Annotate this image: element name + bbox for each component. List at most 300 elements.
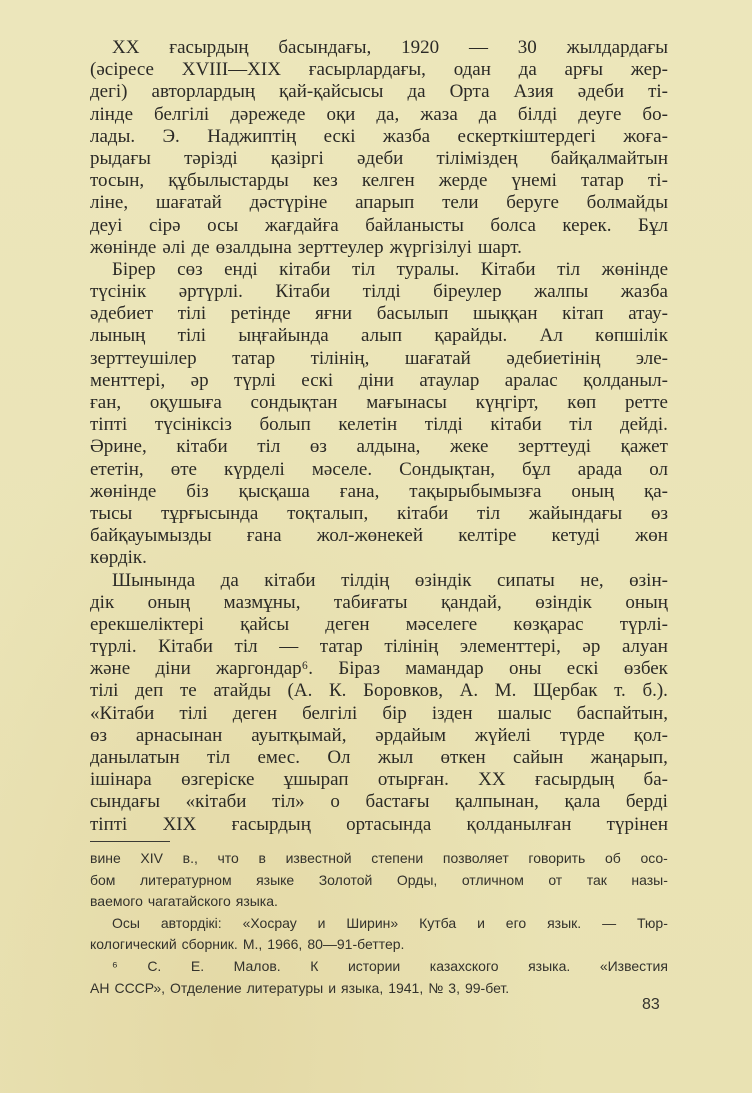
word: бір xyxy=(382,702,407,724)
word: күңгірт, xyxy=(475,392,539,413)
word: «кітаби xyxy=(185,791,247,813)
word: осо- xyxy=(640,850,668,866)
word: элементтері, xyxy=(459,636,561,658)
word: осы xyxy=(207,214,239,236)
word: оқи xyxy=(326,103,356,125)
word: назы- xyxy=(631,871,668,888)
word: СССР», xyxy=(114,979,166,996)
page-number: 83 xyxy=(642,996,660,1013)
word: 3, xyxy=(448,979,460,996)
word: байқауымызды xyxy=(90,525,212,547)
footnote-line xyxy=(90,891,668,913)
word: — xyxy=(279,636,299,658)
word: № xyxy=(428,979,444,996)
word: күрделі xyxy=(223,458,285,480)
word: одан xyxy=(453,59,491,81)
word: басылып xyxy=(376,303,449,325)
word: Ширин» xyxy=(346,914,399,931)
text-line xyxy=(90,348,668,370)
word: келетін xyxy=(338,414,398,436)
word: тілінің, xyxy=(310,347,370,369)
word: болмайды xyxy=(586,192,668,214)
word: ететін, xyxy=(90,458,144,480)
word: табиғаты xyxy=(333,591,408,613)
word: дік xyxy=(90,591,115,613)
text-line xyxy=(90,325,668,347)
text-line xyxy=(90,791,668,813)
word: арғы xyxy=(564,59,604,81)
word: жерде xyxy=(438,170,488,192)
word: чагатайского xyxy=(147,893,231,910)
word: М. xyxy=(494,680,517,702)
word: сондықтан xyxy=(250,392,338,413)
word: позволяет xyxy=(442,850,509,866)
word: Отделение xyxy=(170,979,242,996)
word: ті- xyxy=(648,81,668,103)
word: ті- xyxy=(648,170,668,192)
word: да, xyxy=(376,103,400,125)
word: алдына, xyxy=(356,436,421,458)
word: жер- xyxy=(630,59,668,81)
text-line xyxy=(90,81,668,103)
word: өзгеріске xyxy=(181,769,255,791)
word: әдеби xyxy=(356,147,404,169)
word: кітаби xyxy=(279,258,331,280)
word: қа- xyxy=(643,480,668,502)
word: те xyxy=(179,680,197,702)
word: оның xyxy=(571,480,615,502)
text-line xyxy=(90,414,668,436)
word: кітаби xyxy=(490,414,542,436)
word: деген xyxy=(325,613,370,635)
word: ішінара xyxy=(90,769,152,791)
text-line xyxy=(90,59,668,81)
word: К. xyxy=(328,680,347,702)
word: Біраз xyxy=(338,658,380,680)
word: тілді xyxy=(424,414,463,436)
word: бұл xyxy=(522,458,551,480)
word: емес. xyxy=(257,747,300,768)
word: жағдайға xyxy=(264,214,339,236)
word: ғасырлардағы, xyxy=(308,59,426,81)
word: басындағы, xyxy=(278,37,372,58)
word: сөз xyxy=(177,258,203,280)
word: не, xyxy=(580,569,604,591)
word: қолданылған xyxy=(466,813,572,835)
word: түсініксіз xyxy=(154,414,232,436)
word: алуан xyxy=(621,636,668,658)
word: Кітаби xyxy=(480,258,536,280)
word: об xyxy=(605,850,621,866)
word: апарып xyxy=(355,192,415,214)
word: жоға- xyxy=(623,125,668,147)
word: шалыс xyxy=(497,702,552,724)
word: тіл xyxy=(207,747,231,768)
word: ауытқымай, xyxy=(251,724,347,746)
text-line xyxy=(90,725,668,747)
word: жыл xyxy=(377,747,414,768)
word: түрлі xyxy=(234,369,276,391)
word: 99-бет. xyxy=(464,979,510,996)
word: да xyxy=(407,81,426,103)
word: қала xyxy=(564,791,601,813)
word: ғасырдың xyxy=(169,37,249,58)
word: Осы xyxy=(112,914,140,931)
word: (А. xyxy=(287,680,313,702)
word: қандай, xyxy=(440,591,502,613)
word: қол- xyxy=(633,724,668,746)
word: жүргізілуі xyxy=(389,236,472,258)
text-line xyxy=(90,481,668,503)
word: ескі xyxy=(301,369,334,391)
word: зерттеулер xyxy=(297,236,384,258)
text-line xyxy=(90,392,668,414)
word: әдебиетінің xyxy=(506,347,601,369)
word: тілді xyxy=(362,281,401,303)
word: ыңғайында xyxy=(238,325,329,347)
word: деуге xyxy=(578,103,622,125)
word: тақырыбымызға xyxy=(409,480,542,502)
word: XX xyxy=(112,37,140,58)
word: жөнінде xyxy=(601,258,668,280)
word: өз xyxy=(90,724,108,746)
text-line xyxy=(90,503,668,525)
word: өзбек xyxy=(623,658,668,680)
text-line xyxy=(90,459,668,481)
text-line xyxy=(90,570,668,592)
word: атау- xyxy=(628,303,668,325)
word: тіл xyxy=(257,436,281,458)
word: әдебиет xyxy=(90,303,154,325)
word: Тюр- xyxy=(636,914,668,931)
word: б.). xyxy=(642,680,668,702)
word: ғасырдың xyxy=(231,813,311,835)
word: ретінде xyxy=(230,303,291,325)
footnote-line xyxy=(90,934,668,956)
text-line xyxy=(90,747,668,769)
word: — xyxy=(468,37,488,58)
text-line xyxy=(90,170,668,192)
word: кітаби xyxy=(176,436,228,458)
word: ескі xyxy=(323,125,356,147)
word: языка. xyxy=(528,957,571,974)
word: жылдардағы xyxy=(566,37,668,58)
text-line xyxy=(90,104,668,126)
word: тоқталып, xyxy=(287,502,369,524)
text-line xyxy=(90,192,668,214)
word: өте xyxy=(170,458,197,480)
word: XVIII—XIX xyxy=(181,59,281,81)
word: әдеби xyxy=(577,81,625,103)
word: о xyxy=(330,791,340,813)
word: өзіндік xyxy=(535,591,592,613)
word: ұшырап xyxy=(283,769,349,791)
word: АН xyxy=(90,979,110,996)
word: ортасында xyxy=(346,813,432,835)
word: шағатай xyxy=(404,347,471,369)
word: тілі xyxy=(90,680,119,702)
word: его xyxy=(505,914,527,931)
word: тіл xyxy=(557,258,581,280)
word: кетуді xyxy=(551,525,601,547)
word: шыққан xyxy=(473,303,538,325)
text-line xyxy=(90,281,668,303)
word: языка. xyxy=(235,893,278,910)
text-line xyxy=(90,658,668,680)
word: қайсы xyxy=(240,613,290,635)
word: қарайды. xyxy=(434,325,508,347)
word: болса xyxy=(490,214,536,236)
word: өзалдына xyxy=(215,236,292,258)
word: деуі xyxy=(90,214,123,236)
word: деген xyxy=(232,702,278,724)
word: біреулер xyxy=(433,281,502,303)
word: тілдің xyxy=(341,569,390,591)
word: байланысты xyxy=(365,214,464,236)
text-line xyxy=(90,680,668,702)
word: жазба xyxy=(382,125,431,147)
word: көзқарас xyxy=(513,613,584,635)
word: жайындағы xyxy=(528,502,623,524)
word: кітап xyxy=(562,303,604,325)
word: сайын xyxy=(513,747,564,768)
word: тіл xyxy=(234,636,258,658)
word: тіл xyxy=(352,258,376,280)
word: оның xyxy=(147,591,191,613)
word: Кітаби xyxy=(275,281,331,303)
word: көп xyxy=(567,392,597,413)
word: Щербак xyxy=(533,680,598,702)
word: құбылыстарды xyxy=(168,170,289,192)
word: өз xyxy=(309,436,327,458)
word: тіпті xyxy=(90,813,128,835)
word: әр xyxy=(190,369,209,391)
word: и xyxy=(477,914,485,931)
word: — xyxy=(602,914,617,931)
word: кез xyxy=(312,170,338,192)
word: Е. xyxy=(190,957,205,974)
word: литературы xyxy=(246,979,324,996)
word: литературном xyxy=(139,871,232,888)
word: өз xyxy=(650,502,668,524)
word: ліне, xyxy=(90,192,129,214)
word: өзін- xyxy=(629,569,668,591)
word: жөнінде xyxy=(90,480,157,502)
word: тосын, xyxy=(90,170,145,192)
text-line xyxy=(90,215,668,237)
word: от xyxy=(548,871,563,888)
word: бом xyxy=(90,871,116,888)
word: Кітаби xyxy=(158,636,213,658)
word: Боровков, xyxy=(363,680,443,702)
word: атаулар xyxy=(419,369,480,391)
word: и xyxy=(317,914,326,931)
word: болып xyxy=(259,414,311,436)
word: «Известия xyxy=(599,957,668,974)
word: бо- xyxy=(642,103,668,125)
word: үнемі xyxy=(511,170,557,192)
word: берді xyxy=(625,791,668,813)
word: сипаты xyxy=(496,569,555,591)
word: Орта xyxy=(449,81,490,103)
word: ол xyxy=(649,458,668,480)
word: лының xyxy=(90,325,146,347)
word: оқушыға xyxy=(149,392,222,413)
word: рыдағы xyxy=(90,147,151,169)
word: баспайтын, xyxy=(576,702,668,724)
word: т. xyxy=(614,680,626,702)
word: тілі xyxy=(177,325,207,347)
word: так xyxy=(586,871,607,888)
word: известной xyxy=(285,850,352,866)
word: қолданыл- xyxy=(583,369,668,391)
word: языке xyxy=(256,871,295,888)
footnote-line xyxy=(90,913,668,935)
word: Сондықтан, xyxy=(399,458,496,480)
footnote-line xyxy=(90,848,668,870)
word: Золотой xyxy=(318,871,373,888)
word: беруге xyxy=(506,192,559,214)
word: де xyxy=(191,236,210,258)
word: жол-жөнекей xyxy=(316,525,424,547)
word: мәселеге xyxy=(405,613,478,635)
word: татар xyxy=(580,170,624,192)
word: оны xyxy=(508,658,542,680)
word: түрлі. xyxy=(90,636,137,658)
word: кітаби xyxy=(396,502,449,524)
word: (әсіресе xyxy=(90,59,154,81)
word: да xyxy=(220,569,239,591)
word: өзіндік xyxy=(414,569,472,591)
word: вине xyxy=(90,850,121,866)
word: тілі xyxy=(177,303,207,325)
word: ғана, xyxy=(339,480,380,502)
word: көрдік. xyxy=(90,547,147,569)
word: языка, xyxy=(341,979,384,996)
word: Орды, xyxy=(396,871,438,888)
word: XIX xyxy=(162,813,197,835)
word: біз xyxy=(186,480,209,502)
word: жөнінде xyxy=(90,236,157,258)
word: жаңарып, xyxy=(590,747,668,768)
word: туралы. xyxy=(396,258,460,280)
word: Ол xyxy=(327,747,351,768)
word: 80—91-беттер. xyxy=(307,936,405,953)
word: ваемого xyxy=(90,893,143,910)
word: тысы xyxy=(90,502,133,524)
word: да xyxy=(478,103,497,125)
word: көпшілік xyxy=(595,325,668,347)
word: мағынасы xyxy=(366,392,447,413)
word: түсінік xyxy=(90,281,147,303)
word: сірә xyxy=(148,214,181,236)
footnote-line xyxy=(90,956,668,978)
word: тілінің xyxy=(384,636,439,658)
word: қалпынан, xyxy=(455,791,539,813)
word: отличном xyxy=(461,871,524,888)
word: XIV xyxy=(140,850,163,866)
word: байқалмайтын xyxy=(550,147,668,169)
word: қай-қайсысы xyxy=(279,81,384,103)
word: Бірер xyxy=(112,258,156,280)
word: отырған. xyxy=(377,769,449,791)
word: автордікі: xyxy=(160,914,222,931)
word: тіл xyxy=(477,502,501,524)
word: түрде xyxy=(559,724,605,746)
word: авторлардың xyxy=(151,81,256,103)
word: тіпті xyxy=(90,414,128,436)
word: әлі xyxy=(162,236,186,258)
word: тілі xyxy=(179,702,208,724)
word: қысқаша xyxy=(238,480,310,502)
word: М., xyxy=(242,936,263,953)
text-line xyxy=(90,703,668,725)
word: келген xyxy=(361,170,415,192)
word: дәстүріне xyxy=(249,192,328,214)
footnote-line xyxy=(90,978,668,1000)
text-line xyxy=(90,148,668,170)
word: зерттеушілер xyxy=(90,347,197,369)
text-line xyxy=(90,636,668,658)
word: эле- xyxy=(635,347,668,369)
word: яғни xyxy=(315,303,353,325)
word: арада xyxy=(577,458,623,480)
word: Э. xyxy=(162,125,180,147)
word: Шынында xyxy=(112,569,196,591)
word: тіл» xyxy=(272,791,305,813)
word: тели xyxy=(442,192,479,214)
word: мазмұны, xyxy=(223,591,301,613)
word: в xyxy=(258,850,266,866)
word: жеке xyxy=(449,436,489,458)
word: дейді. xyxy=(619,414,668,436)
word: қазіргі xyxy=(270,147,324,169)
word: жаргондар⁶. xyxy=(216,658,314,680)
text-line xyxy=(90,303,668,325)
text-line xyxy=(90,769,668,791)
text-line xyxy=(90,436,668,458)
word: сындағы xyxy=(90,791,161,813)
word: мәселе. xyxy=(311,458,373,480)
word: лады. xyxy=(90,125,136,147)
word: бастағы xyxy=(365,791,430,813)
word: шарт. xyxy=(477,236,522,258)
word: ⁶ xyxy=(112,957,118,974)
word: тәрізді xyxy=(184,147,238,169)
body-text xyxy=(90,37,668,836)
text-line xyxy=(90,814,668,836)
word: «Кітаби xyxy=(90,702,155,724)
text-line xyxy=(90,547,668,569)
word: кітаби xyxy=(264,569,316,591)
word: келтіре xyxy=(458,525,517,547)
footnote-line xyxy=(90,870,668,892)
word: в., xyxy=(182,850,198,866)
word: Әрине, xyxy=(90,436,147,458)
footnote-divider xyxy=(90,841,170,842)
word: данылатын xyxy=(90,747,180,768)
word: тіліміздең xyxy=(436,147,518,169)
word: ізден xyxy=(431,702,473,724)
word: тұрғысында xyxy=(161,502,259,524)
word: шағатай xyxy=(155,192,222,214)
word: діни xyxy=(155,658,191,680)
word: әрдайым xyxy=(375,724,447,746)
word: алып xyxy=(361,325,403,347)
word: жөн xyxy=(635,525,668,547)
word: керек. xyxy=(562,214,612,236)
word: 1920 xyxy=(401,37,440,58)
